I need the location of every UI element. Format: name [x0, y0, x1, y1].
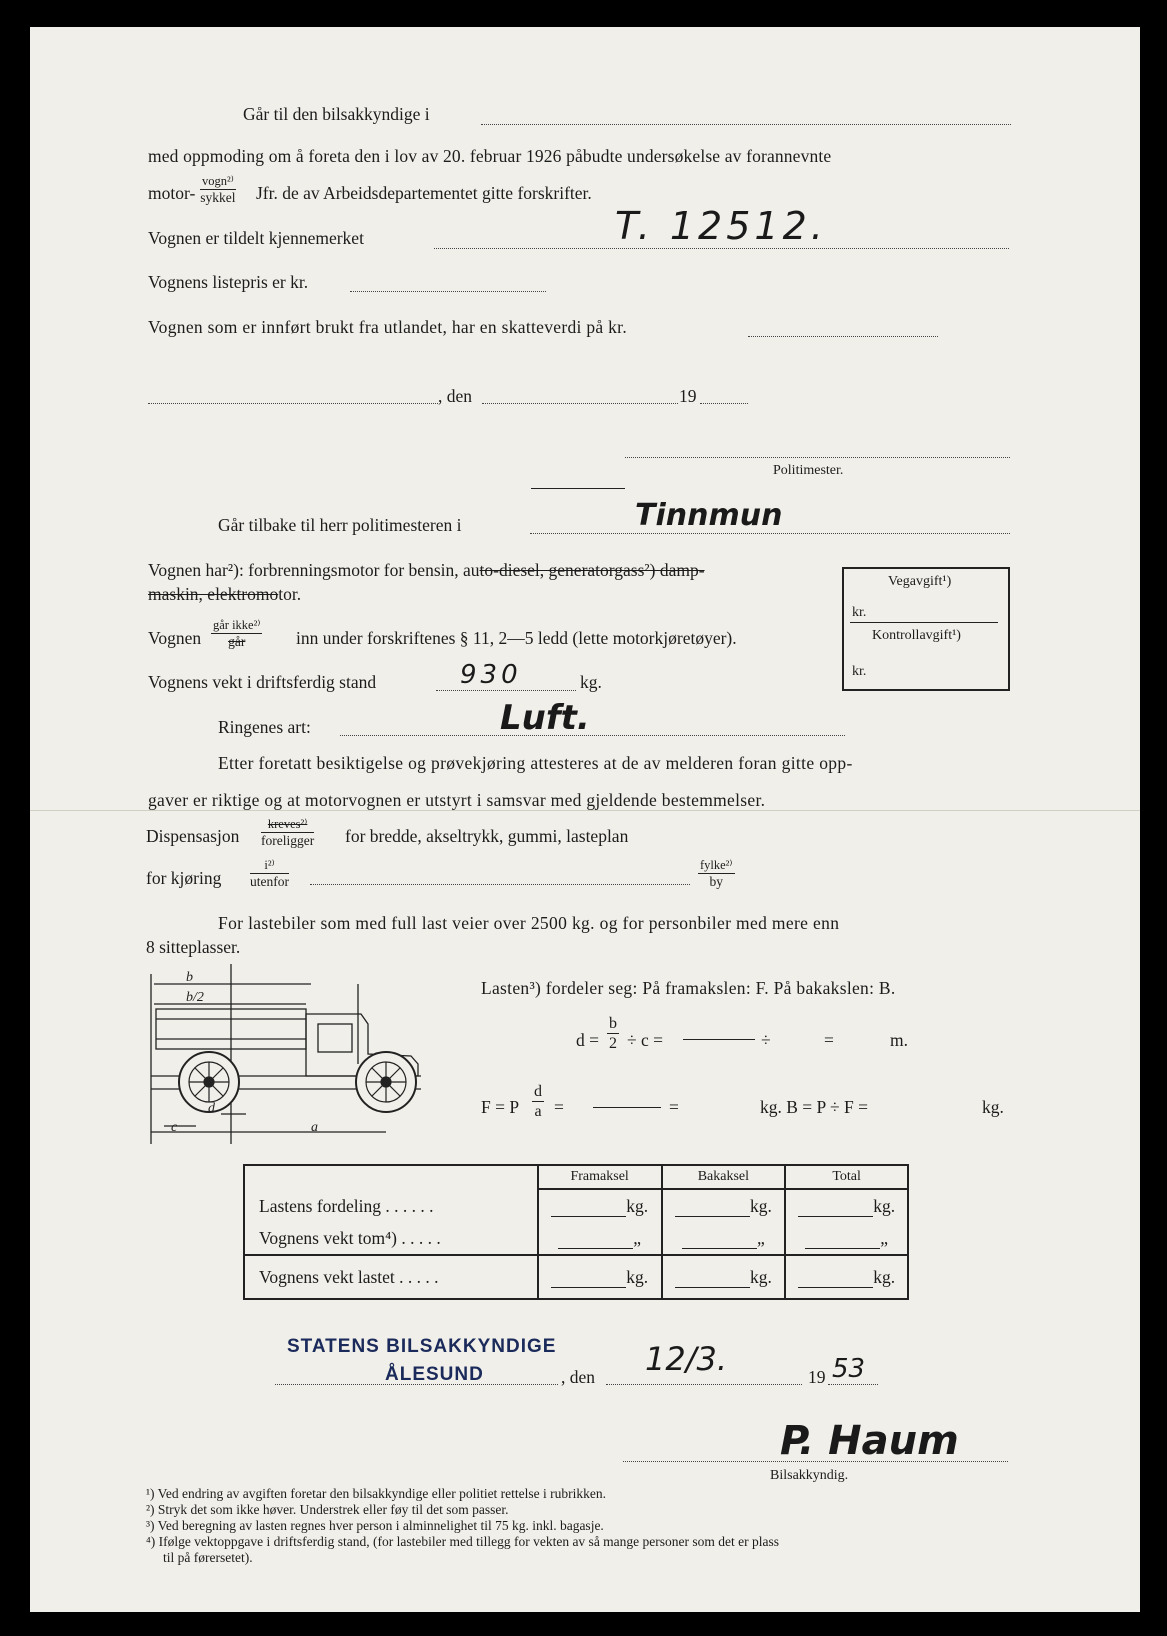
skatteverdi-label: Vognen som er innført brukt fra utlandet, har en skatteverdi på kr.	[148, 317, 628, 337]
cell-lastet-total[interactable]: kg.	[785, 1255, 908, 1299]
truck-diagram	[146, 964, 446, 1154]
vegavgift-label: Vegavgift¹)	[888, 574, 952, 589]
tilbake-label: Går tilbake til herr politimesteren i	[218, 515, 462, 535]
cell-lastens-total[interactable]: kg.	[785, 1189, 908, 1223]
lastebiler-line2: 8 sitteplasser.	[146, 937, 241, 957]
attest-line1: Etter foretatt besiktigelse og prøvekjøring attesteres at de av melderen foran gitte opp-	[218, 753, 853, 773]
politimester-signature-line[interactable]	[625, 457, 1010, 458]
formula-F-lhs: F = P	[481, 1097, 520, 1117]
ringer-label: Ringenes art:	[218, 717, 311, 737]
formula-d-fraction: $\frac{b}{2}$	[609, 1015, 617, 1052]
formula-F-fraction: $\frac{d}{a}$	[534, 1083, 542, 1120]
dispensasjon-label: Dispensasjon	[146, 826, 240, 846]
dispensasjon-suffix: for bredde, akseltrykk, gummi, lasteplan	[345, 826, 629, 846]
cell-tom-bakaksel[interactable]: „	[662, 1223, 786, 1255]
formula-d-lhs: d =	[576, 1030, 599, 1050]
diagram-label-a: a	[311, 1120, 318, 1135]
fylke-fraction: fylke²⁾ by	[700, 858, 733, 889]
kontrollavgift-kr: kr.	[852, 664, 867, 679]
cell-tom-total[interactable]: „	[785, 1223, 908, 1255]
row-label-vekt-tom: Vognens vekt tom⁴) . . . . .	[244, 1223, 538, 1255]
formula-F-unit: kg.	[982, 1097, 1004, 1117]
diagram-label-d: d	[208, 1101, 215, 1116]
cell-lastet-bakaksel[interactable]: kg.	[662, 1255, 786, 1299]
sign-year-value: 53	[832, 1354, 866, 1384]
formula-d-rest: ÷ c =	[627, 1030, 663, 1050]
attest-line2: gaver er riktige og at motorvognen er utstyrt i samsvar med gjeldende bestemmelser.	[148, 790, 766, 810]
dispensasjon-fraction: kreves²⁾ foreligger	[261, 817, 315, 848]
tilbake-value: Tinnmun	[635, 498, 783, 533]
lasten-label: Lasten³) fordeler seg: På framakslen: F. På bakakslen: B.	[481, 978, 896, 998]
footnote-4: ⁴) Ifølge vektoppgave i driftsferdig stand, (for lastebiler med tillegg for vekten av så mange personer som det er plass	[146, 1534, 780, 1549]
header-bakaksel: Bakaksel	[662, 1165, 786, 1189]
formula-d-div: ÷	[761, 1030, 771, 1050]
year-prefix: 19	[679, 386, 697, 406]
formula-F-eq1: =	[554, 1097, 564, 1117]
listepris-label: Vognens listepris er kr.	[148, 272, 309, 292]
gaar-fraction: går ikke²⁾ går	[213, 618, 261, 649]
bilsakkyndig-label: Bilsakkyndig.	[770, 1468, 849, 1483]
footnote-4-cont: til på førersetet).	[163, 1550, 253, 1565]
footnote-2: ²) Stryk det som ikke høver. Understrek eller føy til det som passer.	[146, 1502, 509, 1517]
cell-tom-framaksel[interactable]: „	[538, 1223, 662, 1255]
footnote-1: ¹) Ved endring av avgiften foretar den bilsakkyndige eller politiet rettelse i rubrikken.	[146, 1486, 607, 1501]
lastebiler-line1: For lastebiler som med full last veier over 2500 kg. og for personbiler med mere enn	[218, 913, 840, 933]
sign-date-field[interactable]	[606, 1384, 802, 1385]
vekt-field[interactable]	[436, 690, 576, 691]
fee-box-divider	[850, 622, 998, 623]
politimester-label: Politimester.	[773, 463, 844, 478]
motor-type-line2: maskin, elektromotor.	[148, 584, 302, 604]
kjoring-field[interactable]	[310, 884, 690, 885]
cell-lastet-framaksel[interactable]: kg.	[538, 1255, 662, 1299]
diagram-label-b2: b/2	[186, 990, 204, 1005]
ringer-value: Luft.	[500, 698, 590, 738]
line-oppmoding: med oppmoding om å foreta den i lov av 20. februar 1926 påbudte undersøkelse av forannevnte	[148, 146, 832, 166]
year-field[interactable]	[700, 403, 748, 404]
formula-F-blank[interactable]	[593, 1107, 661, 1108]
motor-type-line1: Vognen har²): forbrenningsmotor for bensin, auto-diesel, generatorgass²) damp-	[148, 560, 705, 580]
motor-fraction: vogn²⁾ sykkel	[200, 174, 236, 205]
cell-lastens-framaksel[interactable]: kg.	[538, 1189, 662, 1223]
vekt-value: 930	[460, 660, 522, 690]
sign-den-label: , den	[561, 1367, 596, 1387]
skatteverdi-field[interactable]	[748, 336, 938, 337]
tilbake-field[interactable]	[530, 533, 1010, 534]
vekt-label: Vognens vekt i driftsferdig stand	[148, 672, 377, 692]
distribution-table	[243, 1164, 909, 1300]
stamp-place-field[interactable]	[275, 1384, 558, 1385]
sign-date-value: 12/3.	[645, 1340, 728, 1378]
stamp-line2: ÅLESUND	[385, 1364, 484, 1385]
row-label-lastens: Lastens fordeling . . . . . .	[244, 1189, 538, 1223]
kjennemerke-field[interactable]	[434, 248, 1009, 249]
date-field[interactable]	[482, 403, 678, 404]
sign-year-field[interactable]	[828, 1384, 878, 1385]
kontrollavgift-label: Kontrollavgift¹)	[872, 628, 961, 643]
kjennemerke-value: T. 12512.	[615, 204, 827, 248]
place-field[interactable]	[148, 403, 438, 404]
den-label: , den	[438, 386, 473, 406]
formula-d-unit: m.	[890, 1030, 908, 1050]
vegavgift-kr: kr.	[852, 605, 867, 620]
row-label-vekt-lastet: Vognens vekt lastet . . . . .	[244, 1255, 538, 1299]
diagram-label-c: c	[171, 1120, 178, 1135]
vekt-unit: kg.	[580, 672, 602, 692]
formula-F-eq2: =	[669, 1097, 679, 1117]
ringer-field[interactable]	[340, 735, 845, 736]
formula-d-blank[interactable]	[683, 1039, 755, 1040]
kjennemerke-label: Vognen er tildelt kjennemerket	[148, 228, 364, 248]
gaar-prefix: Vognen	[148, 628, 202, 648]
motor-suffix: Jfr. de av Arbeidsdepartementet gitte forskrifter.	[256, 183, 592, 203]
formula-F-rest: kg. B = P ÷ F =	[760, 1097, 868, 1117]
kjoring-fraction: i²⁾ utenfor	[250, 858, 289, 889]
header-total: Total	[785, 1165, 908, 1189]
line-gaar-til: Går til den bilsakkyndige i	[243, 104, 430, 124]
stamp-line1: STATENS BILSAKKYNDIGE	[287, 1336, 557, 1357]
sign-year-prefix: 19	[808, 1367, 826, 1387]
kjoring-label: for kjøring	[146, 868, 222, 888]
bilsakkyndig-signature: P. Haum	[780, 1418, 959, 1464]
cell-lastens-bakaksel[interactable]: kg.	[662, 1189, 786, 1223]
motor-prefix: motor-	[148, 183, 196, 203]
formula-d-eq: =	[824, 1030, 834, 1050]
field-bilsakkyndige-place[interactable]	[481, 124, 1011, 125]
listepris-field[interactable]	[350, 291, 546, 292]
section-divider	[531, 488, 625, 489]
diagram-label-b: b	[186, 970, 193, 985]
header-framaksel: Framaksel	[538, 1165, 662, 1189]
footnote-3: ³) Ved beregning av lasten regnes hver person i alminnelighet til 75 kg. inkl. bagasje.	[146, 1518, 604, 1533]
gaar-suffix: inn under forskriftenes § 11, 2—5 ledd (lette motorkjøretøyer).	[296, 628, 737, 648]
